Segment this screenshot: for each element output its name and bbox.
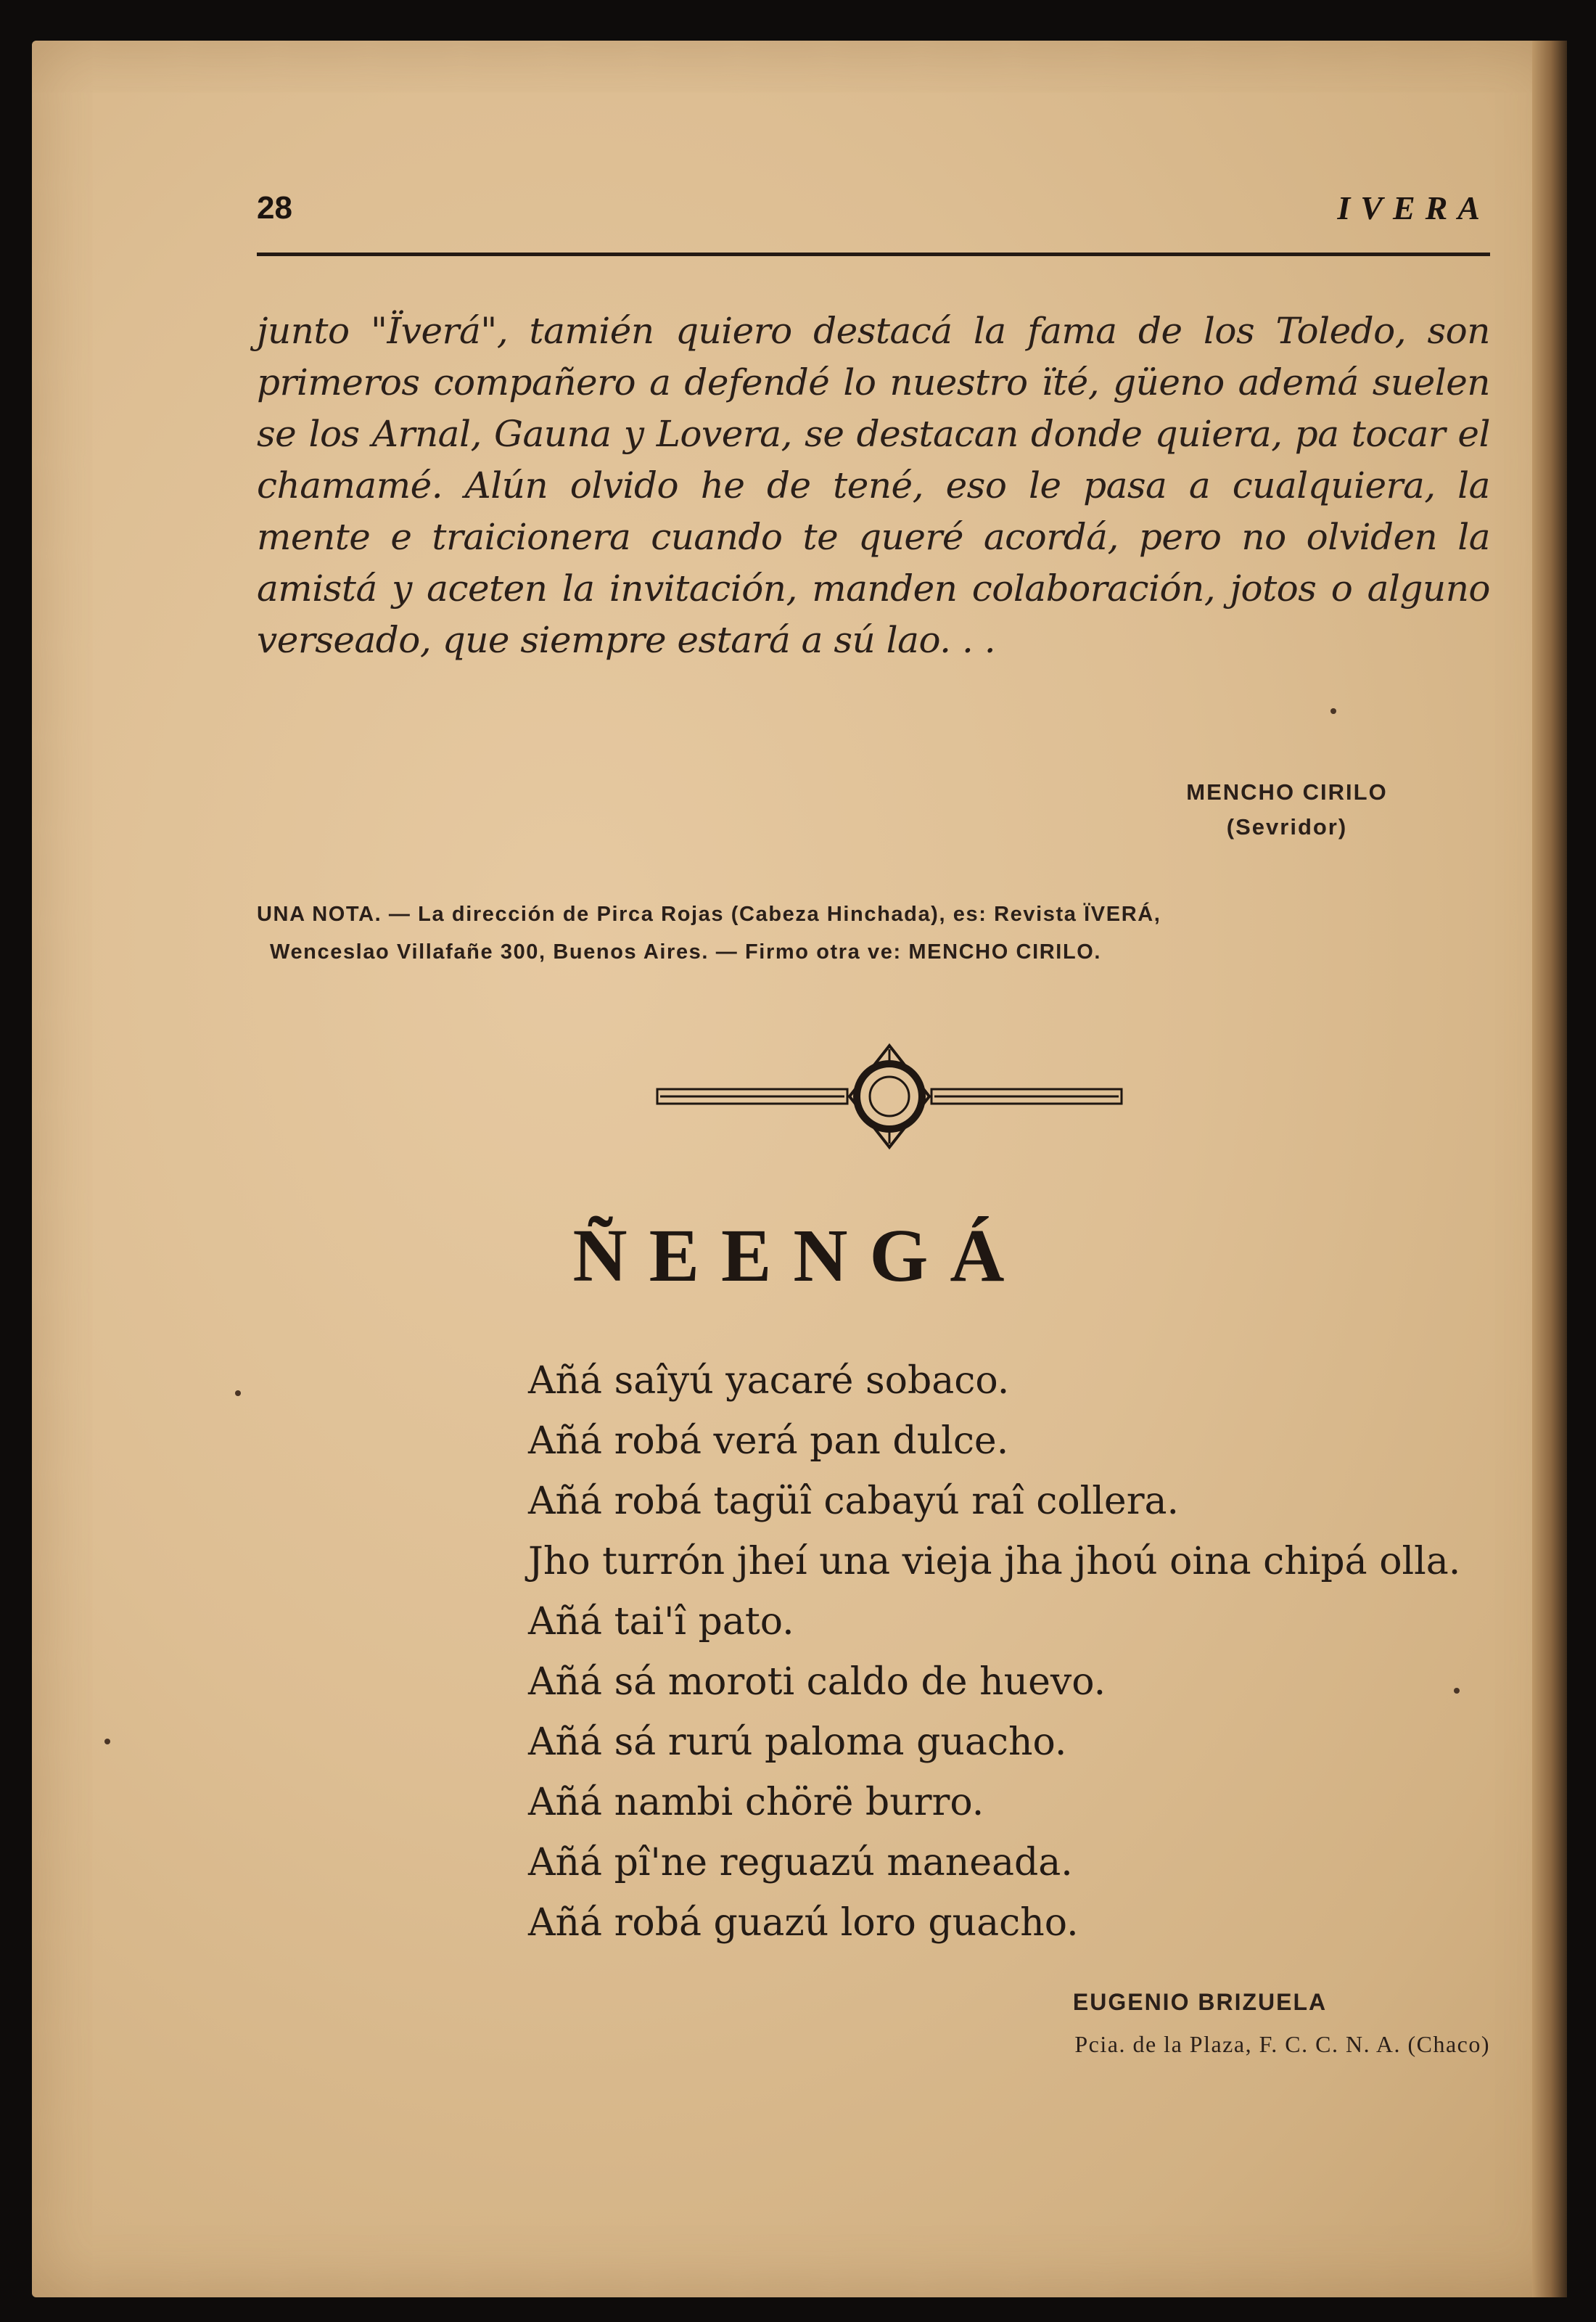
poem-line: Añá tai'î pato.	[528, 1600, 794, 1644]
note-line-1: UNA NOTA. — La dirección de Pirca Rojas (Cabeza Hinchada), es: Revista ÏVERÁ,	[257, 903, 1161, 926]
paper-speck	[104, 1739, 110, 1744]
poem-title: ÑEENGÁ	[572, 1214, 1027, 1297]
editor-note	[257, 895, 1490, 971]
page-header	[257, 190, 1490, 248]
poem-line: Añá saîyú yacaré sobaco.	[528, 1359, 1010, 1403]
poem-line: Añá sá rurú paloma guacho.	[528, 1720, 1067, 1764]
running-title: IVERA	[1337, 189, 1490, 226]
poem-line: Añá robá verá pan dulce.	[528, 1419, 1009, 1463]
paper-speck	[1454, 1688, 1460, 1694]
poem-line: Añá robá guazú loro guacho.	[528, 1901, 1079, 1945]
page-gutter-shadow	[1532, 41, 1567, 2297]
page-number: 28	[257, 190, 292, 226]
paper-speck	[235, 1390, 241, 1396]
magazine-page	[32, 41, 1567, 2297]
poem-line: Añá sá moroti caldo de huevo.	[528, 1660, 1106, 1704]
poem-line: Añá nambi chörë burro.	[528, 1781, 984, 1824]
poem-line: Jho turrón jheí una vieja jha jhoú oina chipá olla.	[528, 1540, 1461, 1583]
decorative-divider-ornament	[650, 1035, 1129, 1158]
poem-line: Añá pî'ne reguazú maneada.	[528, 1841, 1073, 1884]
signature-name: MENCHO CIRILO	[1186, 779, 1388, 805]
letter-body: junto "Ïverá", tamién quiero destacá la fama de los Toledo, son primeros compañero a defendé lo nuestro ïté, güeno ademá suelen se los Arnal, Gauna y Lovera, se destacan donde quiera, pa tocar el chamamé. Alún olvido he de tené, eso le pasa a cualquiera, la mente e traicionera cuando te queré acordá, pero no olviden la amistá y aceten la invitación, manden colaboración, jotos o alguno verseado, que siempre estará a sú lao. . .	[257, 310, 1490, 661]
signature-role: (Sevridor)	[1226, 814, 1348, 840]
poem-verses	[528, 1351, 1500, 1953]
letter-signature	[1135, 775, 1439, 845]
note-line-2: Wenceslao Villafañe 300, Buenos Aires. — Firmo otra ve: MENCHO CIRILO.	[270, 940, 1102, 964]
paper-speck	[1330, 708, 1336, 714]
poem-author-location: Pcia. de la Plaza, F. C. C. N. A. (Chaco)	[1074, 2031, 1490, 2057]
poem-author: EUGENIO BRIZUELA	[1072, 1989, 1328, 2015]
header-rule	[257, 253, 1490, 256]
poem-line: Añá robá tagüî cabayú raî collera.	[528, 1480, 1180, 1523]
